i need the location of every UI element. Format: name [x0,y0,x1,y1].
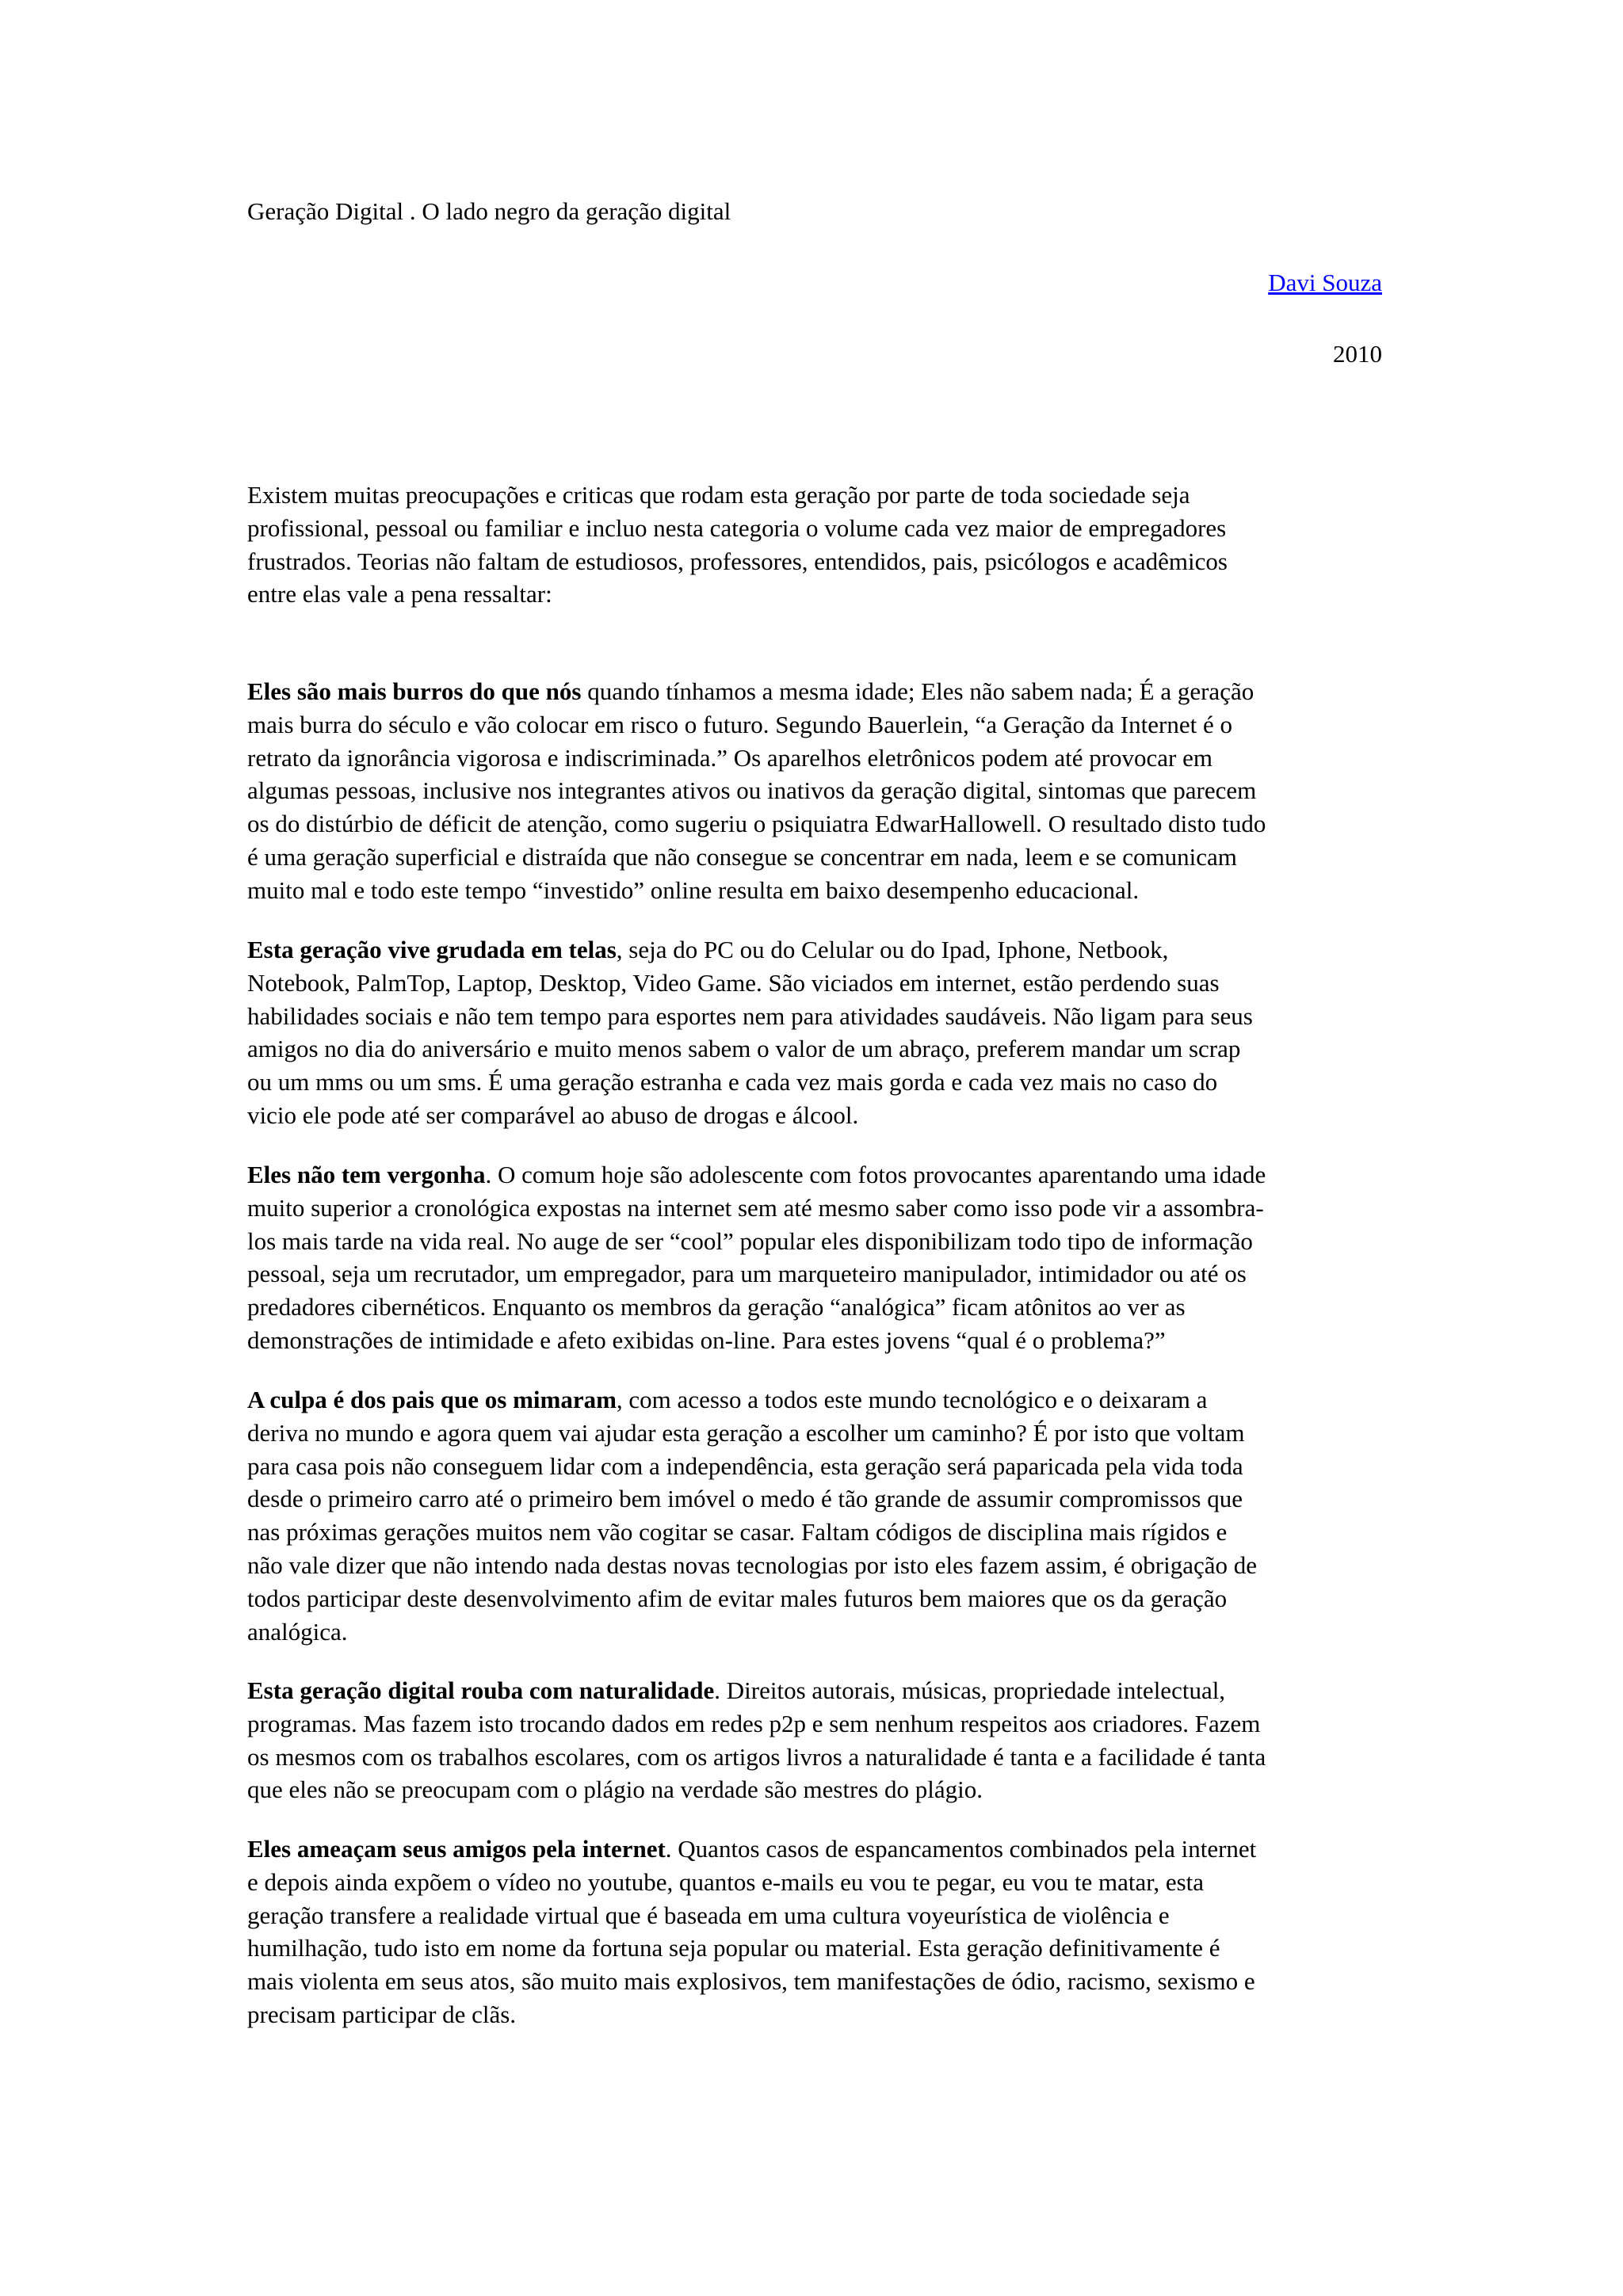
author-link[interactable]: Davi Souza [1268,269,1382,296]
paragraph-line: pessoal, seja um recrutador, um empregador, para um marqueteiro manipulador, intimidador ou até os [247,1260,1247,1288]
paragraph-line: nas próximas gerações muitos nem vão cogitar se casar. Faltam códigos de disciplina mais rígidos e [247,1518,1228,1547]
paragraph-first-line [247,1833,1388,1866]
paragraph-first-line [247,675,1388,708]
section-heading: Eles são mais burros do que nós [247,677,582,705]
paragraph-text: . O comum hoje são adolescente com fotos provocantes aparentando uma idade [485,1161,1266,1188]
paragraph-text: . Direitos autorais, músicas, propriedade intelectual, [714,1676,1226,1704]
document-year: 2010 [1333,340,1382,368]
paragraph-line: não vale dizer que não intendo nada destas novas tecnologias por isto eles fazem assim, é obrigação de [247,1550,1257,1579]
paragraph-text: quando tínhamos a mesma idade; Eles não sabem nada; É a geração [581,677,1254,705]
paragraph-line: para casa pois não conseguem lidar com a independência, esta geração será paparicada pela vida toda [247,1451,1243,1480]
paragraph-line: humilhação, tudo isto em nome da fortuna seja popular ou material. Esta geração definitivamente é [247,1934,1220,1962]
paragraph-text: . Quantos casos de espancamentos combinados pela internet [665,1835,1257,1863]
paragraph-text: , com acesso a todos este mundo tecnológico e o deixaram a [616,1386,1208,1413]
paragraph-line: que eles não se preocupam com o plágio na verdade são mestres do plágio. [247,1775,983,1804]
section-heading: Eles não tem vergonha [247,1161,486,1188]
section-heading: Eles ameaçam seus amigos pela internet [247,1835,666,1863]
paragraph-line: geração transfere a realidade virtual que é baseada em uma cultura voyeurística de violência e [247,1901,1170,1929]
paragraph-line: Notebook, PalmTop, Laptop, Desktop, Video Game. São viciados em internet, estão perdendo suas [247,968,1220,997]
paragraph-line: muito superior a cronológica expostas na internet sem até mesmo saber como isso pode vir a assombra- [247,1193,1264,1222]
paragraph-line: muito mal e todo este tempo “investido” online resulta em baixo desempenho educacional. [247,875,1140,904]
section-heading: Esta geração digital rouba com naturalidade [247,1676,715,1704]
section-heading: A culpa é dos pais que os mimaram [247,1386,617,1413]
paragraph-first-line [247,1158,1388,1192]
paragraph-line: e depois ainda expõem o vídeo no youtube, quantos e-mails eu vou te pegar, eu vou te matar, esta [247,1867,1205,1896]
paragraph-line: profissional, pessoal ou familiar e incluo nesta categoria o volume cada vez maior de empregadores [247,513,1227,542]
paragraph-line: deriva no mundo e agora quem vai ajudar esta geração a escolher um caminho? É por isto que voltam [247,1418,1245,1447]
paragraph-line: predadores cibernéticos. Enquanto os membros da geração “analógica” ficam atônitos ao ver as [247,1293,1186,1322]
paragraph-line: analógica. [247,1617,348,1646]
paragraph-first-line [247,1674,1388,1707]
paragraph-line: vicio ele pode até ser comparável ao abuso de drogas e álcool. [247,1100,859,1129]
paragraph-line: demonstrações de intimidade e afeto exibidas on-line. Para estes jovens “qual é o problema?” [247,1325,1166,1354]
paragraph-line: programas. Mas fazem isto trocando dados em redes p2p e sem nenhum respeitos aos criadores. Fazem [247,1709,1261,1737]
paragraph-line: precisam participar de clãs. [247,2000,517,2028]
paragraph-line: mais violenta em seus atos, são muito mais explosivos, tem manifestações de ódio, racismo, sexismo e [247,1967,1255,1996]
paragraph-text: , seja do PC ou do Celular ou do Ipad, Iphone, Netbook, [616,936,1169,963]
section-paragraph [247,933,1388,1132]
paragraph-line: amigos no dia do aniversário e muito menos sabem o valor de um abraço, preferem mandar um scrap [247,1035,1241,1063]
section-paragraph [247,675,1388,907]
section-paragraph [247,1674,1388,1806]
section-paragraph [247,1833,1388,2031]
paragraph-first-line [247,1383,1388,1417]
paragraph-line: é uma geração superficial e distraída que não consegue se concentrar em nada, leem e se comunicam [247,842,1237,871]
paragraph-line: habilidades sociais e não tem tempo para esportes nem para atividades saudáveis. Não ligam para seus [247,1001,1253,1030]
paragraph-line: Existem muitas preocupações e criticas que rodam esta geração por parte de toda sociedade seja [247,481,1190,509]
paragraph-line: retrato da ignorância vigorosa e indiscriminada.” Os aparelhos eletrônicos podem até provocar em [247,743,1213,772]
paragraph-line: desde o primeiro carro até o primeiro bem imóvel o medo é tão grande de assumir compromissos que [247,1485,1243,1513]
paragraph-line: los mais tarde na vida real. No auge de ser “cool” popular eles disponibilizam todo tipo de informação [247,1226,1253,1255]
intro-paragraph [247,479,1388,611]
paragraph-line: mais burra do século e vão colocar em risco o futuro. Segundo Bauerlein, “a Geração da Internet é o [247,710,1232,738]
paragraph-line: frustrados. Teorias não faltam de estudiosos, professores, entendidos, pais, psicólogos e acadêmicos [247,547,1228,575]
section-heading: Esta geração vive grudada em telas [247,936,617,963]
paragraph-first-line [247,933,1388,967]
paragraph-line: os mesmos com os trabalhos escolares, com os artigos livros a naturalidade é tanta e a facilidade é tanta [247,1742,1266,1771]
paragraph-line: entre elas vale a pena ressaltar: [247,580,552,608]
document-title: Geração Digital . O lado negro da geração digital [247,197,731,225]
section-paragraph [247,1383,1388,1648]
paragraph-line: ou um mms ou um sms. É uma geração estranha e cada vez mais gorda e cada vez mais no caso do [247,1068,1218,1097]
paragraph-line: algumas pessoas, inclusive nos integrantes ativos ou inativos da geração digital, sintomas que parecem [247,776,1257,805]
section-paragraph [247,1158,1388,1357]
paragraph-line: todos participar deste desenvolvimento afim de evitar males futuros bem maiores que os da geração [247,1584,1228,1612]
paragraph-line: os do distúrbio de déficit de atenção, como sugeriu o psiquiatra EdwarHallowell. O resultado disto tudo [247,810,1266,838]
